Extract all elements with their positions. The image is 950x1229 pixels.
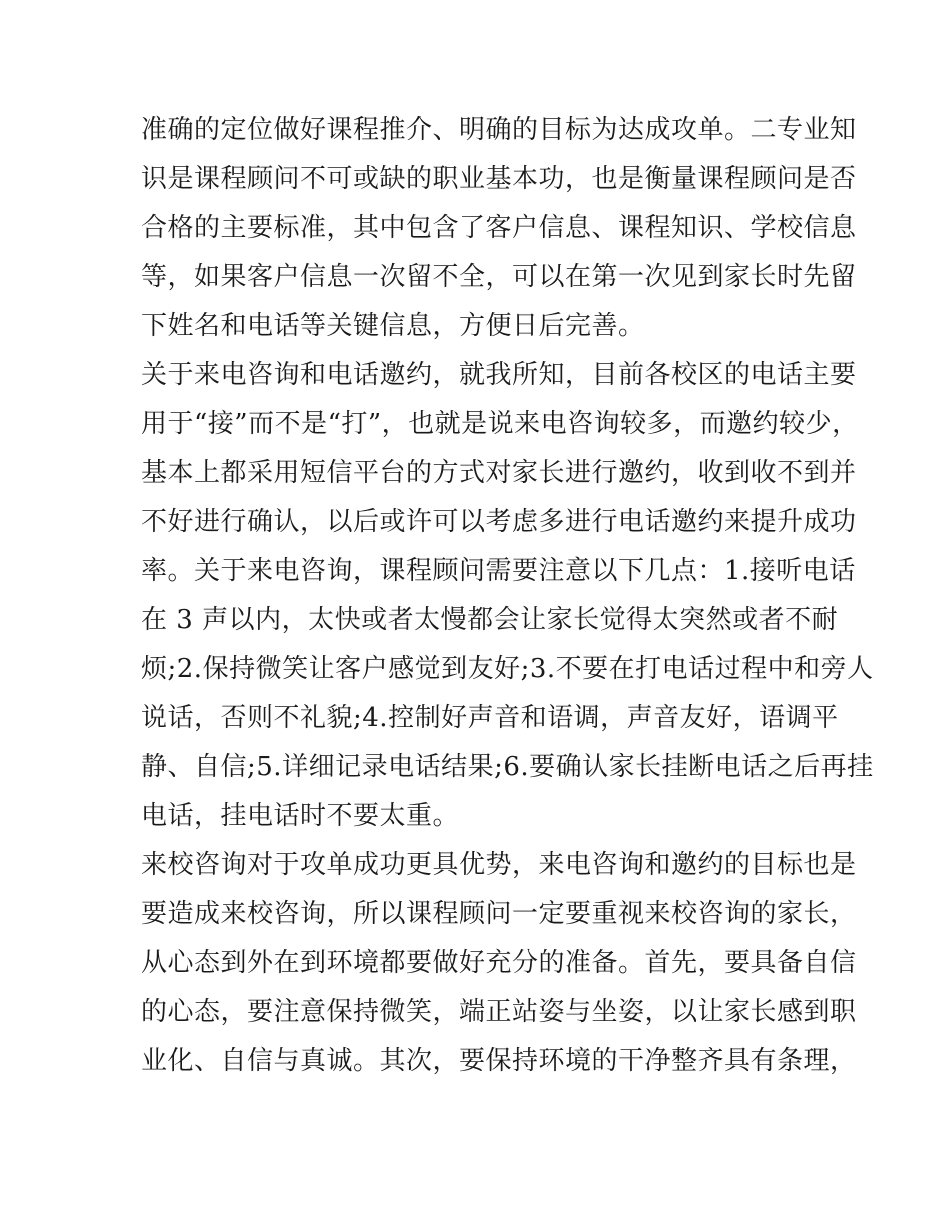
text-line: 电话，挂电话时不要太重。 — [141, 801, 460, 831]
text-line: 不好进行确认，以后或许可以考虑多进行电话邀约来提升成功 — [141, 507, 857, 537]
paragraph-2 — [141, 351, 874, 841]
text-line: 静、自信;5.详细记录电话结果;6.要确认家长挂断电话之后再挂 — [141, 752, 874, 782]
text-line: 说话，否则不礼貌;4.控制好声音和语调，声音友好，语调平 — [141, 703, 839, 733]
text-line: 下姓名和电话等关键信息，方便日后完善。 — [141, 311, 645, 341]
text-line: 业化、自信与真诚。其次，要保持环境的干净整齐具有条理， — [141, 1046, 857, 1076]
text-line: 烦;2.保持微笑让客户感觉到友好;3.不要在打电话过程中和旁人 — [141, 654, 874, 684]
text-line: 来校咨询对于攻单成功更具优势，来电咨询和邀约的目标也是 — [141, 850, 857, 880]
text-line: 从心态到外在到环境都要做好充分的准备。首先，要具备自信 — [141, 948, 857, 978]
text-line: 基本上都采用短信平台的方式对家长进行邀约，收到收不到并 — [141, 458, 857, 488]
text-line: 关于来电咨询和电话邀约，就我所知，目前各校区的电话主要 — [141, 360, 857, 390]
paragraph-3 — [141, 841, 857, 1086]
text-line: 合格的主要标准，其中包含了客户信息、课程知识、学校信息 — [141, 213, 857, 243]
text-line: 准确的定位做好课程推介、明确的目标为达成攻单。二专业知 — [141, 115, 857, 145]
paragraph-1 — [141, 106, 857, 351]
document-body — [141, 106, 874, 1086]
text-line: 识是课程顾问不可或缺的职业基本功，也是衡量课程顾问是否 — [141, 164, 857, 194]
text-line: 的心态，要注意保持微笑，端正站姿与坐姿，以让家长感到职 — [141, 997, 857, 1027]
text-line: 要造成来校咨询，所以课程顾问一定要重视来校咨询的家长， — [141, 899, 857, 929]
text-line: 在 3 声以内，太快或者太慢都会让家长觉得太突然或者不耐 — [141, 605, 839, 635]
text-line: 用于“接”而不是“打”，也就是说来电咨询较多，而邀约较少， — [141, 409, 859, 439]
text-line: 率。关于来电咨询，课程顾问需要注意以下几点：1.接听电话 — [141, 556, 856, 586]
text-line: 等，如果客户信息一次留不全，可以在第一次见到家长时先留 — [141, 262, 857, 292]
